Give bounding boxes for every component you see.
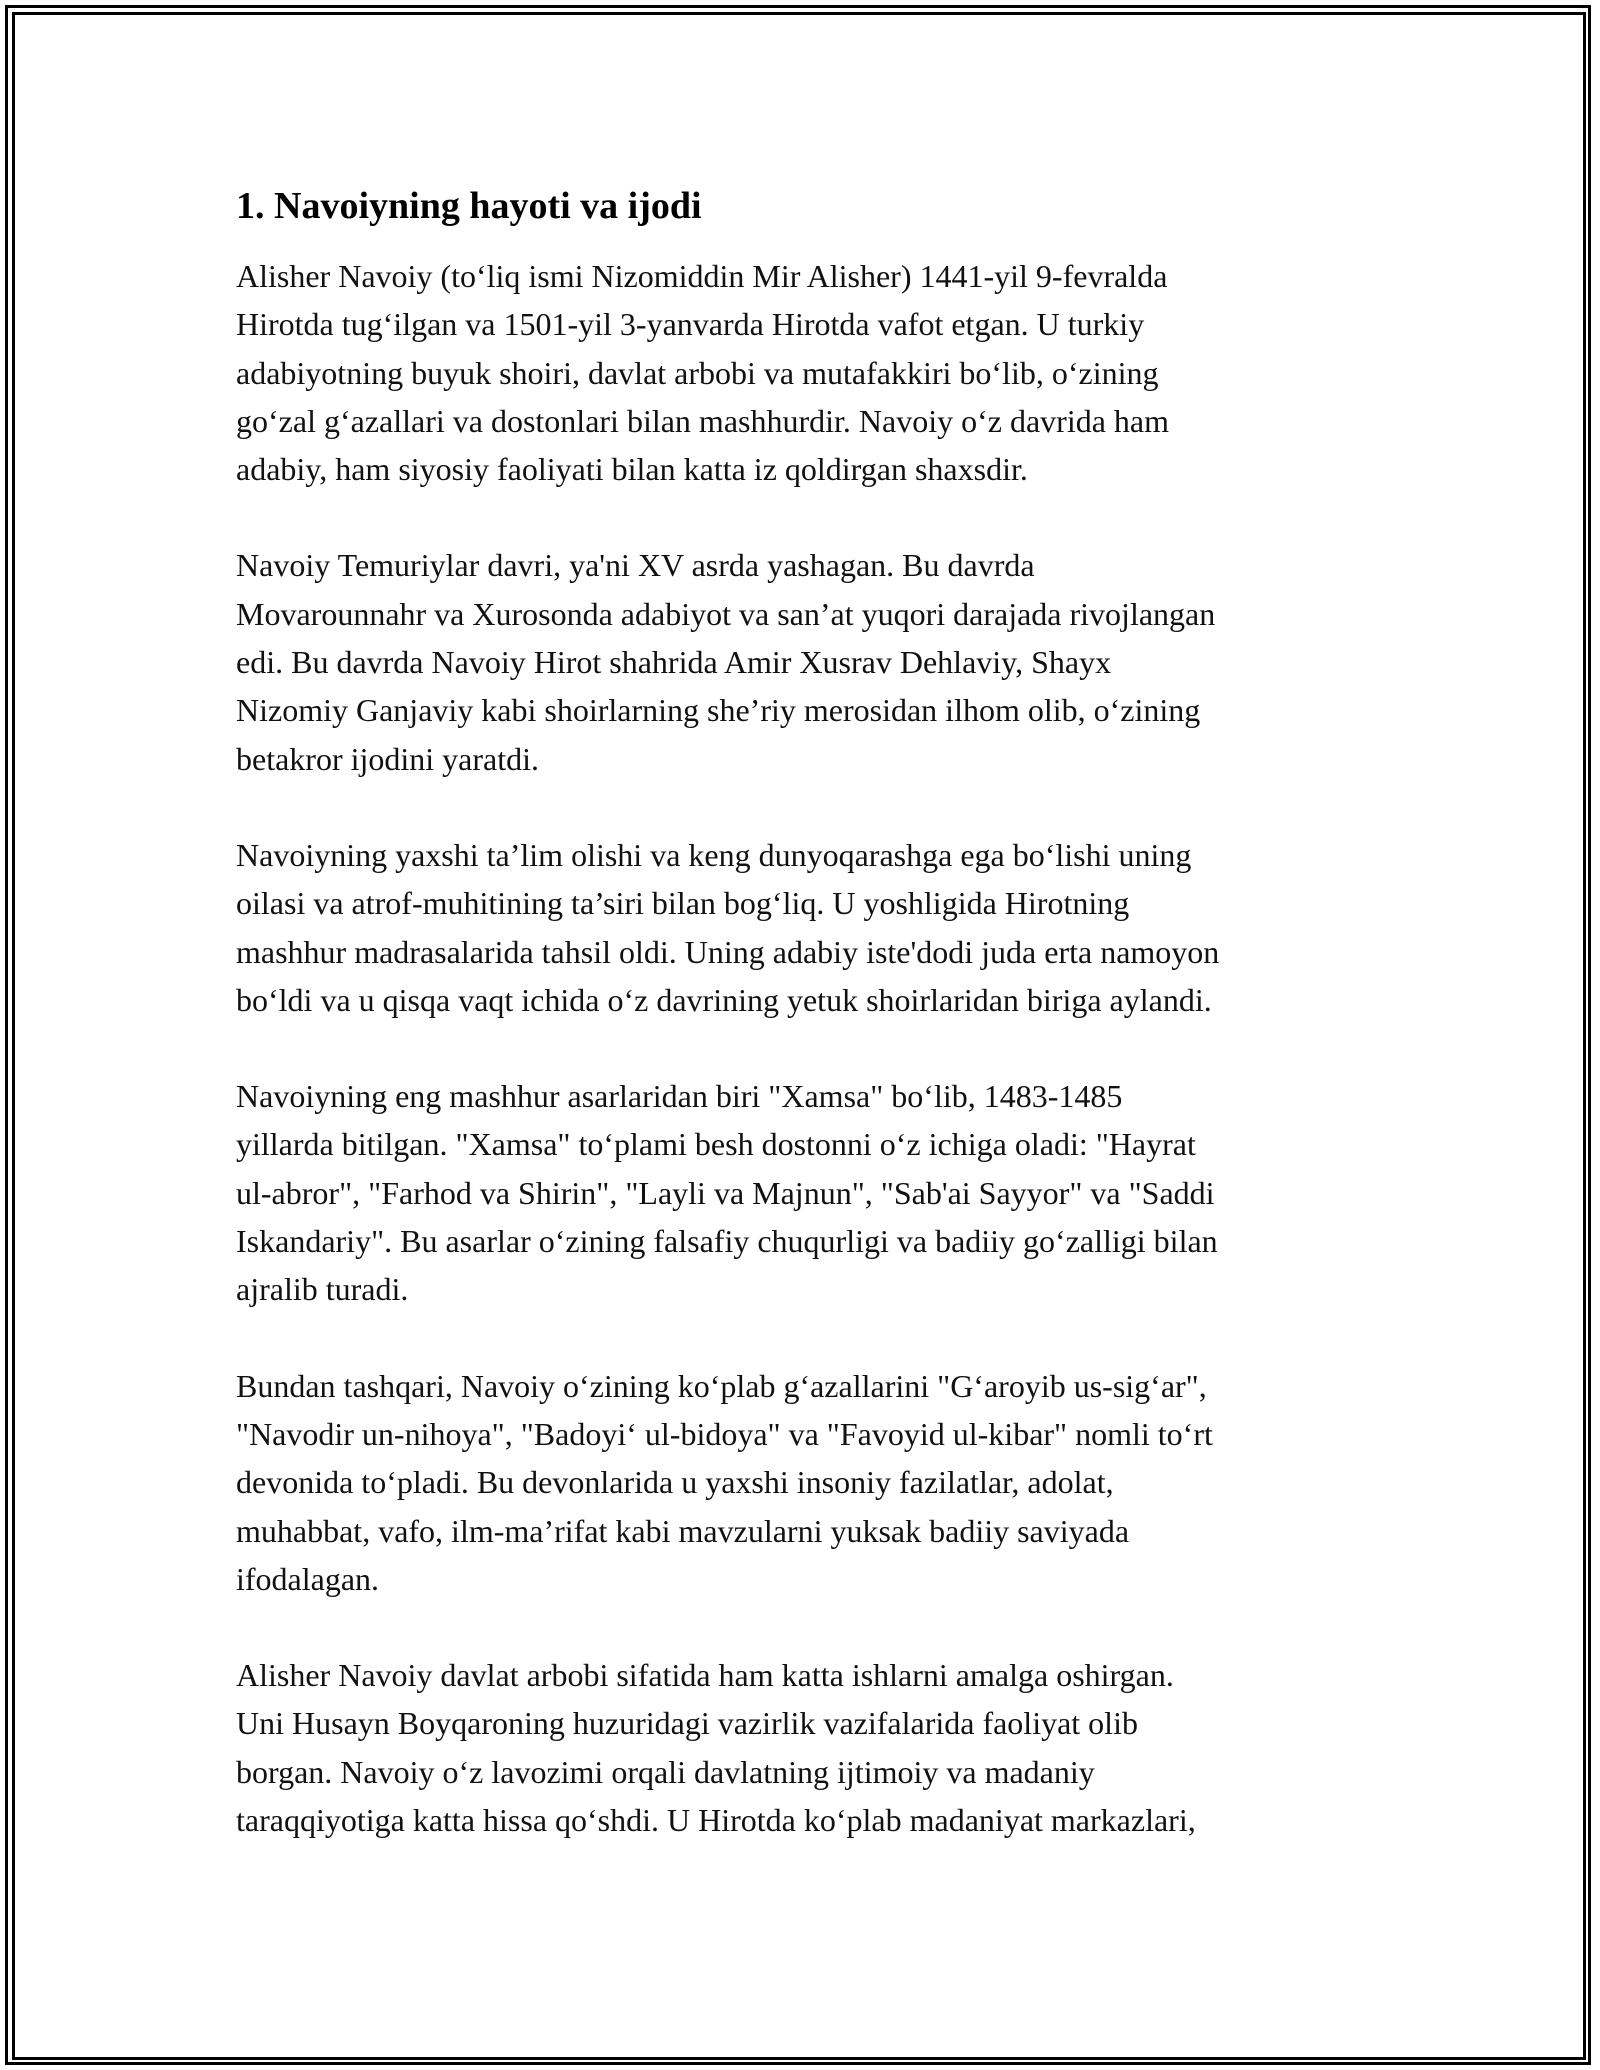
text-line: Alisher Navoiy davlat arbobi sifatida ham katta ishlarni amalga oshirgan. (236, 1657, 1174, 1694)
text-line: borgan. Navoiy o‘z lavozimi orqali davlatning ijtimoiy va madaniy (236, 1753, 1095, 1790)
text-line: adabiyotning buyuk shoiri, davlat arbobi va mutafakkiri bo‘lib, o‘zining (236, 354, 1159, 391)
text-line: Uni Husayn Boyqaroning huzuridagi vazirlik vazifalarida faoliyat olib (236, 1705, 1138, 1742)
text-line: yillarda bitilgan. "Xamsa" to‘plami besh dostonni o‘z ichiga oladi: "Hayrat (236, 1126, 1196, 1163)
paragraph-xamsa (236, 1072, 1386, 1313)
text-line: betakror ijodini yaratdi. (236, 740, 540, 777)
text-line: oilasi va atrof-muhitining ta’siri bilan bog‘liq. U yoshligida Hirotning (236, 885, 1130, 922)
text-line: Alisher Navoiy (to‘liq ismi Nizomiddin Mir Alisher) 1441-yil 9-fevralda (236, 258, 1168, 294)
text-line: edi. Bu davrda Navoiy Hirot shahrida Amir Xusrav Dehlaviy, Shayx (236, 644, 1112, 681)
text-line: "Navodir un-nihoya", "Badoyi‘ ul-bidoya" va "Favoyid ul-kibar" nomli to‘rt (236, 1415, 1213, 1452)
text-line: ajralib turadi. (236, 1271, 409, 1308)
paragraph-education (236, 831, 1386, 1024)
text-line: taraqqiyotiga katta hissa qo‘shdi. U Hirotda ko‘plab madaniyat markazlari, (236, 1802, 1196, 1839)
text-line: devonida to‘pladi. Bu devonlarida u yaxshi insoniy fazilatlar, adolat, (236, 1464, 1114, 1501)
text-line: Navoiyning eng mashhur asarlaridan biri "Xamsa" bo‘lib, 1483-1485 (236, 1078, 1123, 1115)
text-line: Movarounnahr va Xurosonda adabiyot va san’at yuqori darajada rivojlangan (236, 595, 1216, 632)
document-body (236, 182, 1386, 1892)
text-line: Iskandariy". Bu asarlar o‘zining falsafiy chuqurligi va badiiy go‘zalligi bilan (236, 1223, 1218, 1260)
text-line: go‘zal g‘azallari va dostonlari bilan mashhurdir. Navoiy o‘z davrida ham (236, 402, 1170, 439)
text-line: bo‘ldi va u qisqa vaqt ichida o‘z davrining yetuk shoirlaridan biriga aylandi. (236, 981, 1212, 1018)
paragraph-statesman (236, 1651, 1386, 1844)
section-heading: 1. Navoiyning hayoti va ijodi (236, 185, 702, 227)
text-line: muhabbat, vafo, ilm-ma’rifat kabi mavzularni yuksak badiiy saviyada (236, 1512, 1130, 1549)
text-line: ul-abror", "Farhod va Shirin", "Layli va Majnun", "Sab'ai Sayyor" va "Saddi (236, 1174, 1215, 1211)
text-line: Bundan tashqari, Navoiy o‘zining ko‘plab g‘azallarini "G‘aroyib us-sig‘ar", (236, 1367, 1207, 1404)
paragraph-devons (236, 1362, 1386, 1603)
paragraph-biography (236, 252, 1386, 493)
text-line: Hirotda tug‘ilgan va 1501-yil 3-yanvarda Hirotda vafot etgan. U turkiy (236, 306, 1145, 343)
text-line: ifodalagan. (236, 1560, 380, 1597)
text-line: adabiy, ham siyosiy faoliyati bilan katta iz qoldirgan shaxsdir. (236, 451, 1028, 488)
text-line: Nizomiy Ganjaviy kabi shoirlarning she’riy merosidan ilhom olib, o‘zining (236, 692, 1201, 729)
text-line: mashhur madrasalarida tahsil oldi. Uning adabiy iste'dodi juda erta namoyon (236, 933, 1220, 970)
text-line: Navoiy Temuriylar davri, ya'ni XV asrda yashagan. Bu davrda (236, 547, 1035, 584)
paragraph-timurid-era (236, 541, 1386, 782)
text-line: Navoiyning yaxshi ta’lim olishi va keng dunyoqarashga ega bo‘lishi uning (236, 836, 1192, 873)
